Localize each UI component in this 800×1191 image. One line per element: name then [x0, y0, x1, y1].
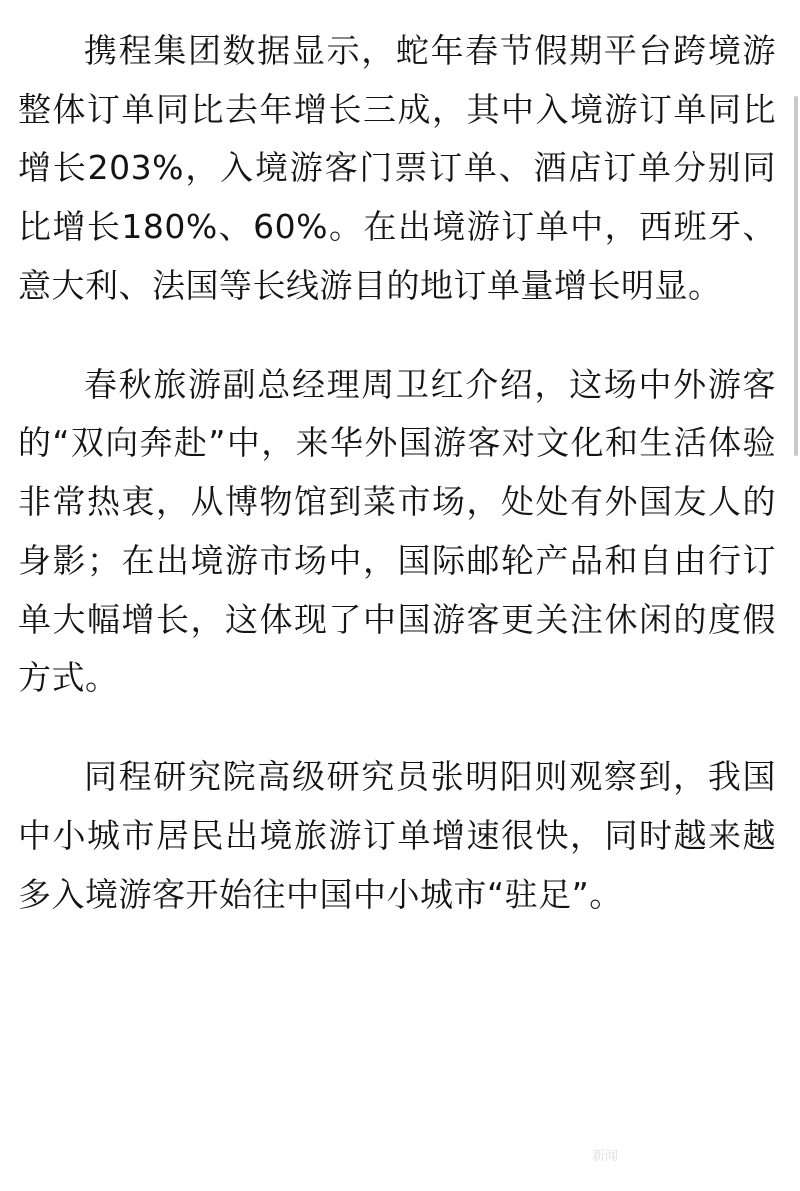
article-body: [18, 22, 776, 924]
paragraph: 春秋旅游副总经理周卫红介绍，这场中外游客的“双向奔赴”中，来华外国游客对文化和生活体验非常热衷，从博物馆到菜市场，处处有外国友人的身影；在出境游市场中，国际邮轮产品和自由行订单大幅增长，这体现了中国游客更关注休闲的度假方式。: [18, 364, 776, 698]
scrollbar-thumb[interactable]: [794, 96, 798, 456]
paragraph: 携程集团数据显示，蛇年春节假期平台跨境游整体订单同比去年增长三成，其中入境游订单同比增长203%，入境游客门票订单、酒店订单分别同比增长180%、60%。在出境游订单中，西班牙、意大利、法国等长线游目的地订单量增长明显。: [18, 31, 776, 305]
bottom-edge: [0, 1175, 800, 1191]
watermark: 新闻: [592, 1149, 619, 1164]
scrollbar[interactable]: [793, 0, 800, 1191]
paragraph: 同程研究院高级研究员张明阳则观察到，我国中小城市居民出境旅游订单增速很快，同时越来越多入境游客开始往中国中小城市“驻足”。: [18, 757, 776, 914]
